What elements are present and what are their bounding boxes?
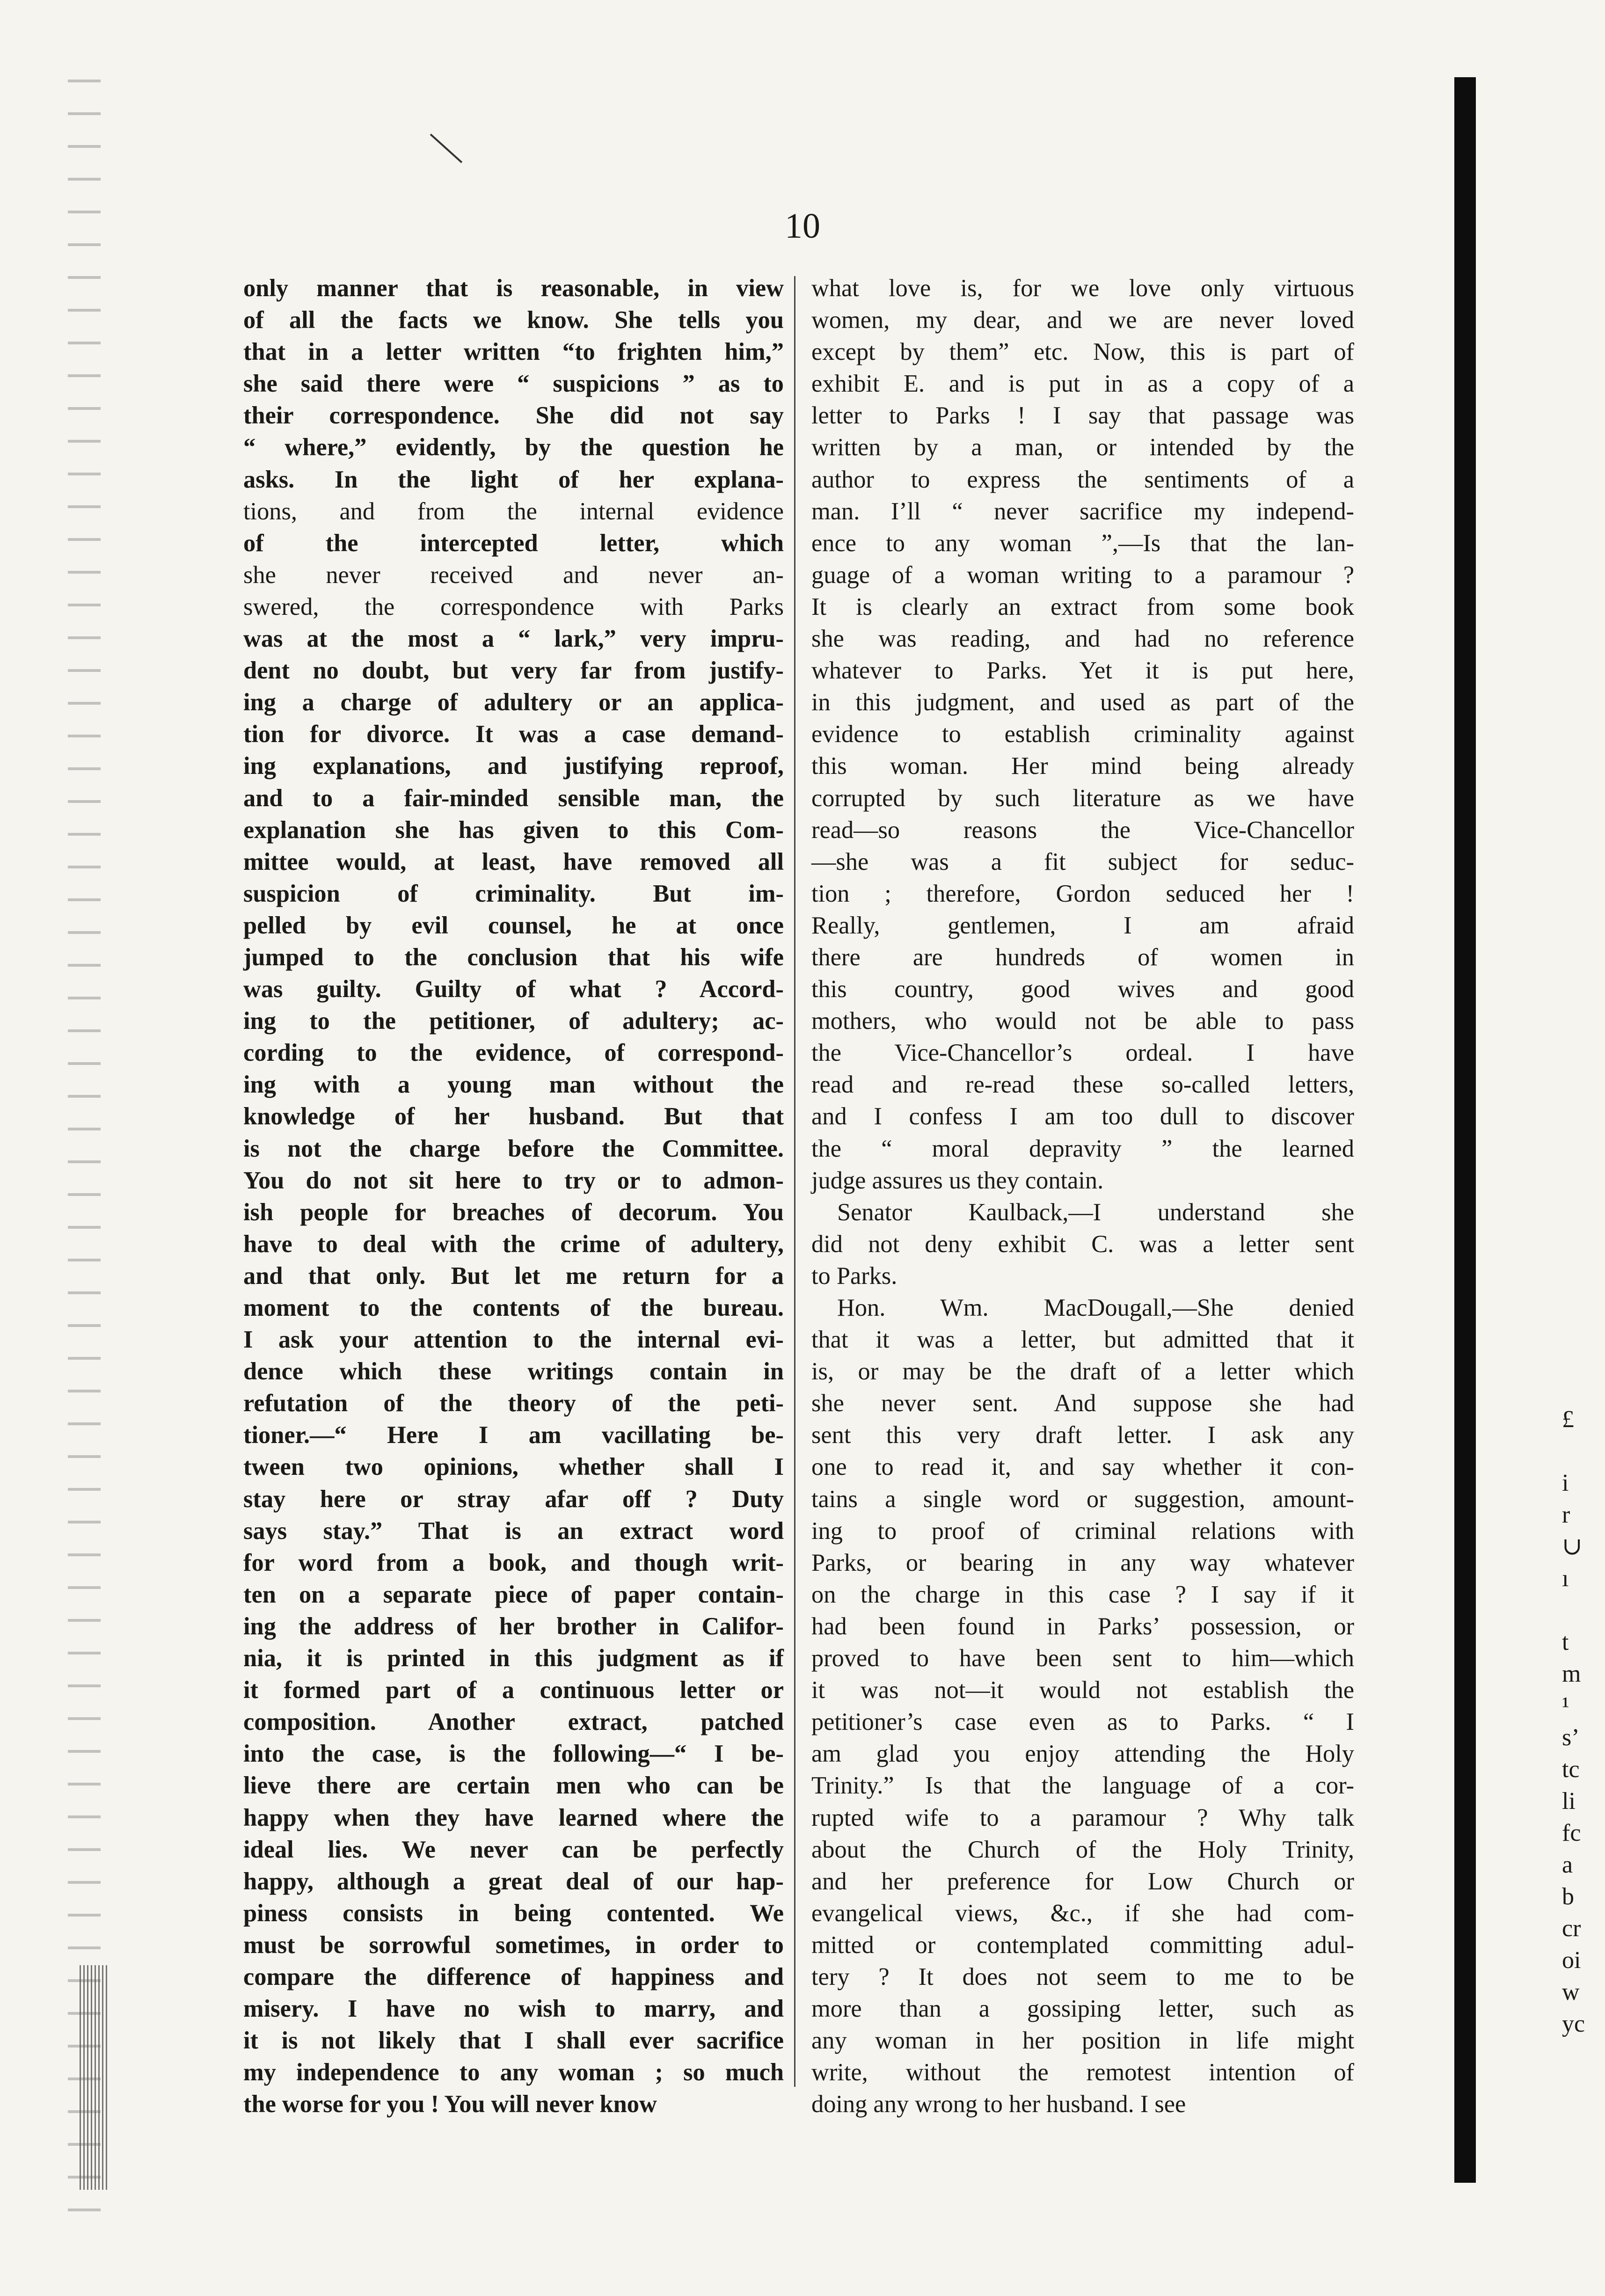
text-line: asks. In the light of her explana- <box>243 466 784 493</box>
text-line: ence to any woman ”,—Is that the lan- <box>811 529 1354 557</box>
text-line: knowledge of her husband. But that <box>243 1103 784 1130</box>
text-line: Senator Kaulback,—I understand she <box>837 1198 1354 1226</box>
text-line: my independence to any woman ; so much <box>243 2059 784 2086</box>
text-line: there are hundreds of women in <box>811 943 1354 971</box>
text-line: evidence to establish criminality against <box>811 721 1354 748</box>
text-line: I ask your attention to the internal evi- <box>243 1326 784 1354</box>
text-line: more than a gossiping letter, such as <box>811 1995 1354 2023</box>
fragment-text: i <box>1562 1470 1569 1496</box>
text-line: author to express the sentiments of a <box>811 466 1354 493</box>
text-line: tion for divorce. It was a case demand- <box>243 721 784 748</box>
fragment-text: sʼ <box>1562 1724 1580 1751</box>
text-line: whatever to Parks. Yet it is put here, <box>811 657 1354 685</box>
text-line: women, my dear, and we are never loved <box>811 306 1354 334</box>
text-line: nia, it is printed in this judgment as if <box>243 1645 784 1672</box>
text-line: ideal lies. We never can be perfectly <box>243 1836 784 1863</box>
fragment-text: b <box>1562 1883 1574 1910</box>
text-line: swered, the correspondence with Parks <box>243 593 784 620</box>
fragment-text: w <box>1562 1979 1580 2005</box>
fragment-text: oi <box>1562 1947 1581 1974</box>
fragment-text: fc <box>1562 1820 1581 1846</box>
text-line: about the Church of the Holy Trinity, <box>811 1836 1354 1863</box>
text-line: was guilty. Guilty of what ? Accord- <box>243 976 784 1003</box>
fragment-text: yc <box>1562 2011 1585 2037</box>
text-line: composition. Another extract, patched <box>243 1708 784 1736</box>
facing-page-fragments <box>1562 1404 1595 2040</box>
text-line: misery. I have no wish to marry, and <box>243 1995 784 2023</box>
text-line: and her preference for Low Church or <box>811 1867 1354 1895</box>
text-line: corrupted by such literature as we have <box>811 784 1354 812</box>
text-line: except by them” etc. Now, this is part of <box>811 338 1354 366</box>
text-line: it formed part of a continuous letter or <box>243 1676 784 1704</box>
text-line: this country, good wives and good <box>811 976 1354 1003</box>
text-line: did not deny exhibit C. was a letter sent <box>811 1230 1354 1258</box>
text-line: pelled by evil counsel, he at once <box>243 911 784 939</box>
text-line: she said there were “ suspicions ” as to <box>243 370 784 398</box>
text-line: moment to the contents of the bureau. <box>243 1294 784 1321</box>
text-line: letter to Parks ! I say that passage was <box>811 402 1354 430</box>
text-line: on the charge in this case ? I say if it <box>811 1581 1354 1608</box>
fragment-text: r <box>1562 1502 1570 1528</box>
text-line: read and re-read these so-called letters, <box>811 1071 1354 1099</box>
text-line: mothers, who would not be able to pass <box>811 1007 1354 1035</box>
text-line: one to read it, and say whether it con- <box>811 1453 1354 1481</box>
text-line: written by a man, or intended by the <box>811 434 1354 461</box>
fragment-text: ı <box>1562 1565 1569 1592</box>
text-line: ing a charge of adultery or an applica- <box>243 689 784 716</box>
text-line: into the case, is the following—“ I be- <box>243 1740 784 1768</box>
text-line: tions, and from the internal evidence <box>243 497 784 525</box>
text-line: must be sorrowful sometimes, in order to <box>243 1931 784 1959</box>
fragment-text: m <box>1562 1661 1581 1687</box>
text-line: only manner that is reasonable, in view <box>243 275 784 302</box>
text-line: she never received and never an- <box>243 561 784 589</box>
text-line: rupted wife to a paramour ? Why talk <box>811 1804 1354 1831</box>
text-line: stay here or stray afar off ? Duty <box>243 1485 784 1513</box>
fragment-text: li <box>1562 1788 1576 1815</box>
text-line: “ where,” evidently, by the question he <box>243 434 784 461</box>
text-line: ish people for breaches of decorum. You <box>243 1198 784 1226</box>
text-line: is, or may be the draft of a letter which <box>811 1358 1354 1385</box>
text-line: judge assures us they contain. <box>811 1166 1104 1194</box>
text-line: dence which these writings contain in <box>243 1358 784 1385</box>
scan-binding-shadow <box>68 70 101 2223</box>
text-line: it was not—it would not establish the <box>811 1676 1354 1704</box>
text-line: and to a fair-minded sensible man, the <box>243 784 784 812</box>
left-column <box>243 272 784 2120</box>
text-line: man. I’ll “ never sacrifice my independ- <box>811 497 1354 525</box>
scan-binding-texture <box>80 1965 108 2190</box>
text-line: —she was a fit subject for seduc- <box>811 848 1354 875</box>
text-line: this woman. Her mind being already <box>811 752 1354 780</box>
text-line: to Parks. <box>811 1262 897 1290</box>
text-line: she never sent. And suppose she had <box>811 1390 1354 1417</box>
text-line: Hon. Wm. MacDougall,—She denied <box>837 1294 1354 1321</box>
text-line: ing the address of her brother in Califor- <box>243 1612 784 1640</box>
page-number: 10 <box>785 206 820 246</box>
text-line: for word from a book, and though writ- <box>243 1549 784 1576</box>
stray-mark <box>430 134 463 163</box>
text-line: jumped to the conclusion that his wife <box>243 943 784 971</box>
text-line: says stay.” That is an extract word <box>243 1517 784 1545</box>
text-line: have to deal with the crime of adultery, <box>243 1230 784 1258</box>
fragment-text: cr <box>1562 1915 1581 1942</box>
text-line: the worse for you ! You will never know <box>243 2091 657 2118</box>
text-line: in this judgment, and used as part of the <box>811 689 1354 716</box>
text-line: was at the most a “ lark,” very impru- <box>243 625 784 653</box>
text-line: You do not sit here to try or to admon- <box>243 1166 784 1194</box>
text-line: any woman in her position in life might <box>811 2027 1354 2055</box>
text-line: happy when they have learned where the <box>243 1804 784 1831</box>
fragment-text: £ <box>1562 1406 1574 1433</box>
text-line: of the intercepted letter, which <box>243 529 784 557</box>
page-edge-bar <box>1454 77 1476 2183</box>
fragment-text <box>1562 1436 1595 1467</box>
text-line: mitted or contemplated committing adul- <box>811 1931 1354 1959</box>
text-line: write, without the remotest intention of <box>811 2059 1354 2086</box>
text-line: ing to proof of criminal relations with <box>811 1517 1354 1545</box>
text-line: Really, gentlemen, I am afraid <box>811 911 1354 939</box>
text-line: doing any wrong to her husband. I see <box>811 2091 1186 2118</box>
text-line: had been found in Parks’ possession, or <box>811 1612 1354 1640</box>
text-line: evangelical views, &c., if she had com- <box>811 1899 1354 1927</box>
fragment-text <box>1562 1595 1595 1626</box>
text-line: that it was a letter, but admitted that it <box>811 1326 1354 1354</box>
text-line: compare the difference of happiness and <box>243 1963 784 1990</box>
text-line: proved to have been sent to him—which <box>811 1645 1354 1672</box>
text-line: she was reading, and had no reference <box>811 625 1354 653</box>
text-line: what love is, for we love only virtuous <box>811 275 1354 302</box>
text-line: exhibit E. and is put in as a copy of a <box>811 370 1354 398</box>
text-line: Trinity.” Is that the language of a cor- <box>811 1772 1354 1800</box>
text-line: It is clearly an extract from some book <box>811 593 1354 620</box>
text-line: explanation she has given to this Com- <box>243 816 784 844</box>
text-line: the “ moral depravity ” the learned <box>811 1135 1354 1162</box>
text-line: petitioner’s case even as to Parks. “ I <box>811 1708 1354 1736</box>
text-line: cording to the evidence, of correspond- <box>243 1039 784 1067</box>
text-line: it is not likely that I shall ever sacrifice <box>243 2027 784 2055</box>
text-line: am glad you enjoy attending the Holy <box>811 1740 1354 1768</box>
text-line: ten on a separate piece of paper contain- <box>243 1581 784 1608</box>
right-column <box>811 272 1354 2120</box>
text-line: ing with a young man without the <box>243 1071 784 1099</box>
text-line: ing to the petitioner, of adultery; ac- <box>243 1007 784 1035</box>
text-line: piness consists in being contented. We <box>243 1899 784 1927</box>
text-line: the Vice-Chancellor’s ordeal. I have <box>811 1039 1354 1067</box>
text-line: and that only. But let me return for a <box>243 1262 784 1290</box>
text-line: happy, although a great deal of our hap- <box>243 1867 784 1895</box>
text-line: and I confess I am too dull to discover <box>811 1103 1354 1130</box>
text-line: Parks, or bearing in any way whatever <box>811 1549 1354 1576</box>
text-line: tween two opinions, whether shall I <box>243 1453 784 1481</box>
fragment-text: tc <box>1562 1756 1580 1783</box>
text-line: refutation of the theory of the peti- <box>243 1390 784 1417</box>
fragment-text: ¹ <box>1562 1692 1569 1719</box>
text-line: ing explanations, and justifying reproof, <box>243 752 784 780</box>
text-line: tery ? It does not seem to me to be <box>811 1963 1354 1990</box>
text-line: lieve there are certain men who can be <box>243 1772 784 1800</box>
text-line: guage of a woman writing to a paramour ? <box>811 561 1354 589</box>
text-line: read—so reasons the Vice-Chancellor <box>811 816 1354 844</box>
text-line: of all the facts we know. She tells you <box>243 306 784 334</box>
text-line: tioner.—“ Here I am vacillating be- <box>243 1421 784 1449</box>
text-line: suspicion of criminality. But im- <box>243 880 784 907</box>
text-line: tion ; therefore, Gordon seduced her ! <box>811 880 1354 907</box>
column-divider <box>794 276 795 2087</box>
text-line: sent this very draft letter. I ask any <box>811 1421 1354 1449</box>
text-line: dent no doubt, but very far from justify- <box>243 657 784 685</box>
text-line: that in a letter written “to frighten him,” <box>243 338 784 366</box>
text-line: tains a single word or suggestion, amount- <box>811 1485 1354 1513</box>
text-line: is not the charge before the Committee. <box>243 1135 784 1162</box>
fragment-text: t <box>1562 1629 1569 1655</box>
fragment-text: ∪ <box>1562 1533 1583 1560</box>
text-line: their correspondence. She did not say <box>243 402 784 430</box>
text-line: mittee would, at least, have removed all <box>243 848 784 875</box>
fragment-text: a <box>1562 1851 1573 1878</box>
